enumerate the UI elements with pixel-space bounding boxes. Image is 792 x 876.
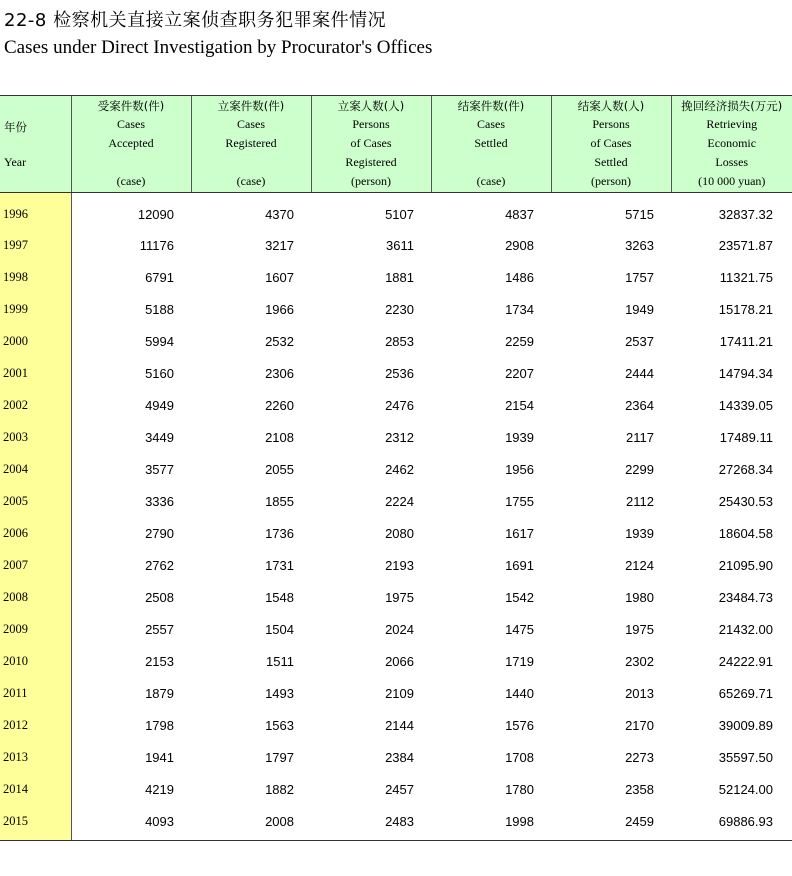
table-row: [0, 193, 792, 230]
year-cell: 2004: [0, 454, 71, 486]
value-cell: 1949: [625, 302, 654, 317]
value-cell: 1542: [505, 590, 534, 605]
column-header: [431, 96, 551, 193]
column-header-zh: 结案件数(件): [457, 99, 525, 113]
value-cell: 15178.21: [718, 302, 773, 317]
year-cell: 2006: [0, 518, 71, 550]
value-cell: 1504: [265, 622, 294, 637]
value-cell: 2537: [625, 334, 654, 349]
value-cell: 12090: [137, 206, 174, 222]
value-cell: 35597.50: [718, 750, 773, 765]
value-cell: 1607: [265, 270, 294, 285]
value-cell: 1975: [625, 622, 654, 637]
column-header-zh: 挽回经济损失(万元): [681, 99, 783, 113]
column-header-en-line: Cases: [117, 117, 145, 131]
value-cell: 1966: [265, 302, 294, 317]
column-header-zh: 受案件数(件): [97, 99, 165, 113]
year-cell: 2009: [0, 614, 71, 646]
value-cell: 2557: [145, 622, 174, 637]
value-cell: 27268.34: [718, 462, 773, 477]
column-header-en-line: Accepted: [108, 136, 154, 150]
value-cell: 21095.90: [718, 558, 773, 573]
value-cell: 52124.00: [718, 782, 773, 797]
table-row: [0, 646, 792, 678]
value-cell: 2066: [385, 654, 414, 669]
value-cell: 1617: [505, 526, 534, 541]
value-cell: 17411.21: [719, 334, 773, 349]
value-cell: 2024: [385, 622, 414, 637]
value-cell: 3611: [386, 238, 414, 253]
value-cell: 11321.75: [719, 270, 773, 285]
value-cell: 2170: [625, 718, 654, 733]
table-row: [0, 358, 792, 390]
column-header-en-line: Registered: [345, 155, 397, 169]
column-header-unit: (case): [116, 174, 146, 188]
value-cell: 1486: [505, 270, 534, 285]
column-header: [671, 96, 792, 193]
year-cell: 2001: [0, 358, 71, 390]
value-cell: 2112: [626, 494, 654, 509]
table-row: [0, 806, 792, 841]
year-cell: 1998: [0, 262, 71, 294]
value-cell: 1879: [145, 686, 174, 701]
value-cell: 6791: [145, 270, 174, 285]
column-header-en-line: Cases: [237, 117, 265, 131]
year-cell: 2010: [0, 646, 71, 678]
value-cell: 1563: [265, 718, 294, 733]
value-cell: 1757: [625, 270, 654, 285]
value-cell: 2153: [145, 654, 174, 669]
year-cell: 1996: [0, 193, 71, 230]
value-cell: 2536: [385, 366, 414, 381]
column-header-en-line: Cases: [477, 117, 505, 131]
value-cell: 2154: [505, 398, 534, 413]
value-cell: 2207: [505, 366, 534, 381]
value-cell: 2306: [265, 366, 294, 381]
value-cell: 14339.05: [718, 398, 773, 413]
column-header-zh: 立案件数(件): [217, 99, 285, 113]
value-cell: 39009.89: [718, 718, 773, 733]
table-row: [0, 742, 792, 774]
year-cell: 2008: [0, 582, 71, 614]
value-cell: 2302: [625, 654, 654, 669]
year-column-header: [0, 96, 71, 193]
value-cell: 1708: [505, 750, 534, 765]
table-row: [0, 486, 792, 518]
value-cell: 2144: [385, 718, 414, 733]
value-cell: 2476: [385, 398, 414, 413]
table-row: [0, 550, 792, 582]
value-cell: 3217: [265, 238, 294, 253]
value-cell: 1548: [265, 590, 294, 605]
value-cell: 4219: [145, 782, 174, 797]
value-cell: 3449: [145, 430, 174, 445]
column-header: [311, 96, 431, 193]
value-cell: 2260: [265, 398, 294, 413]
value-cell: 2532: [265, 334, 294, 349]
value-cell: 1691: [505, 558, 534, 573]
value-cell: 65269.71: [718, 686, 773, 701]
table-title-chinese: 22-8 检察机关直接立案侦查职务犯罪案件情况: [4, 10, 387, 31]
table-row: [0, 326, 792, 358]
value-cell: 25430.53: [718, 494, 773, 509]
value-cell: 5994: [145, 334, 174, 349]
value-cell: 2193: [385, 558, 414, 573]
column-header-unit: (person): [591, 174, 631, 188]
year-cell: 2005: [0, 486, 71, 518]
value-cell: 2013: [625, 686, 654, 701]
value-cell: 1780: [505, 782, 534, 797]
column-header: [71, 96, 191, 193]
value-cell: 3336: [145, 494, 174, 509]
value-cell: 5188: [145, 302, 174, 317]
value-cell: 2008: [191, 806, 311, 841]
value-cell: 1797: [265, 750, 294, 765]
header-row: [0, 96, 792, 193]
statistics-table: [0, 95, 792, 841]
value-cell: 2080: [385, 526, 414, 541]
column-header-en-line: Losses: [715, 155, 749, 169]
table-row: [0, 710, 792, 742]
value-cell: 1755: [505, 494, 534, 509]
value-cell: 1736: [265, 526, 294, 541]
value-cell: 1881: [385, 270, 414, 285]
value-cell: 17489.11: [719, 430, 773, 445]
table-row: [0, 582, 792, 614]
value-cell: 1882: [265, 782, 294, 797]
value-cell: 1576: [505, 718, 534, 733]
value-cell: 2459: [551, 806, 671, 841]
value-cell: 1855: [265, 494, 294, 509]
column-header-zh: 结案人数(人): [577, 99, 645, 113]
value-cell: 23484.73: [718, 590, 773, 605]
table-row: [0, 678, 792, 710]
value-cell: 1731: [265, 558, 294, 573]
value-cell: 2224: [385, 494, 414, 509]
value-cell: 23571.87: [718, 238, 773, 253]
value-cell: 2462: [385, 462, 414, 477]
value-cell: 1998: [431, 806, 551, 841]
year-cell: 2014: [0, 774, 71, 806]
value-cell: 1941: [145, 750, 174, 765]
value-cell: 1511: [266, 654, 294, 669]
value-cell: 2457: [385, 782, 414, 797]
value-cell: 2790: [145, 526, 174, 541]
value-cell: 1734: [505, 302, 534, 317]
value-cell: 1980: [625, 590, 654, 605]
value-cell: 4837: [505, 206, 534, 222]
value-cell: 1719: [505, 654, 534, 669]
year-cell: 2015: [0, 806, 71, 841]
table-row: [0, 774, 792, 806]
value-cell: 2508: [145, 590, 174, 605]
value-cell: 5715: [625, 206, 654, 222]
value-cell: 2124: [625, 558, 654, 573]
value-cell: 2055: [265, 462, 294, 477]
year-cell: 2002: [0, 390, 71, 422]
value-cell: 4370: [265, 206, 294, 222]
value-cell: 32837.32: [718, 206, 773, 222]
value-cell: 2259: [505, 334, 534, 349]
year-header-zh: 年份: [4, 120, 27, 134]
table-row: [0, 230, 792, 262]
column-header-unit: (10 000 yuan): [698, 174, 766, 188]
table-row: [0, 518, 792, 550]
value-cell: 1798: [145, 718, 174, 733]
column-header-en-line: Registered: [225, 136, 277, 150]
value-cell: 2384: [385, 750, 414, 765]
table-row: [0, 614, 792, 646]
value-cell: 3263: [625, 238, 654, 253]
value-cell: 1440: [505, 686, 534, 701]
value-cell: 4949: [145, 398, 174, 413]
value-cell: 14794.34: [718, 366, 773, 381]
table-title-english: Cases under Direct Investigation by Procurator's Offices: [4, 37, 433, 58]
column-header-en-line: Retrieving: [706, 117, 758, 131]
value-cell: 21432.00: [718, 622, 773, 637]
column-header-en-line: of Cases: [590, 136, 632, 150]
value-cell: 11176: [139, 238, 174, 253]
value-cell: 2109: [385, 686, 414, 701]
column-header-unit: (person): [351, 174, 391, 188]
value-cell: 2117: [626, 430, 654, 445]
value-cell: 2230: [385, 302, 414, 317]
value-cell: 4093: [71, 806, 191, 841]
table-body: [0, 193, 792, 841]
value-cell: 2108: [265, 430, 294, 445]
value-cell: 1493: [265, 686, 294, 701]
value-cell: 69886.93: [671, 806, 792, 841]
value-cell: 1956: [505, 462, 534, 477]
column-header-en-line: Settled: [474, 136, 508, 150]
table-row: [0, 294, 792, 326]
column-header-en-line: Persons: [592, 117, 630, 131]
value-cell: 2273: [625, 750, 654, 765]
column-header-unit: (case): [476, 174, 506, 188]
year-cell: 2013: [0, 742, 71, 774]
year-cell: 1997: [0, 230, 71, 262]
table-row: [0, 390, 792, 422]
column-header-en-line: Settled: [594, 155, 628, 169]
table-header: [0, 96, 792, 193]
column-header-en-line: Economic: [707, 136, 757, 150]
value-cell: 5107: [385, 206, 414, 222]
column-header-en-line: Persons: [352, 117, 390, 131]
table-row: [0, 262, 792, 294]
year-header-en: Year: [4, 155, 27, 169]
value-cell: 1975: [385, 590, 414, 605]
value-cell: 1475: [505, 622, 534, 637]
value-cell: 2483: [311, 806, 431, 841]
value-cell: 5160: [145, 366, 174, 381]
table-row: [0, 422, 792, 454]
column-header-unit: (case): [236, 174, 266, 188]
value-cell: 18604.58: [718, 526, 773, 541]
value-cell: 3577: [145, 462, 174, 477]
year-cell: 2003: [0, 422, 71, 454]
column-header-en-line: of Cases: [350, 136, 392, 150]
value-cell: 2299: [625, 462, 654, 477]
table-row: [0, 454, 792, 486]
value-cell: 2444: [625, 366, 654, 381]
value-cell: 1939: [505, 430, 534, 445]
year-cell: 2012: [0, 710, 71, 742]
column-header-zh: 立案人数(人): [337, 99, 405, 113]
value-cell: 2908: [505, 238, 534, 253]
year-cell: 1999: [0, 294, 71, 326]
year-cell: 2011: [0, 678, 71, 710]
year-cell: 2000: [0, 326, 71, 358]
value-cell: 2762: [145, 558, 174, 573]
column-header: [191, 96, 311, 193]
value-cell: 24222.91: [718, 654, 773, 669]
column-header: [551, 96, 671, 193]
value-cell: 2853: [385, 334, 414, 349]
value-cell: 2364: [625, 398, 654, 413]
value-cell: 1939: [625, 526, 654, 541]
value-cell: 2312: [385, 430, 414, 445]
year-cell: 2007: [0, 550, 71, 582]
value-cell: 2358: [625, 782, 654, 797]
